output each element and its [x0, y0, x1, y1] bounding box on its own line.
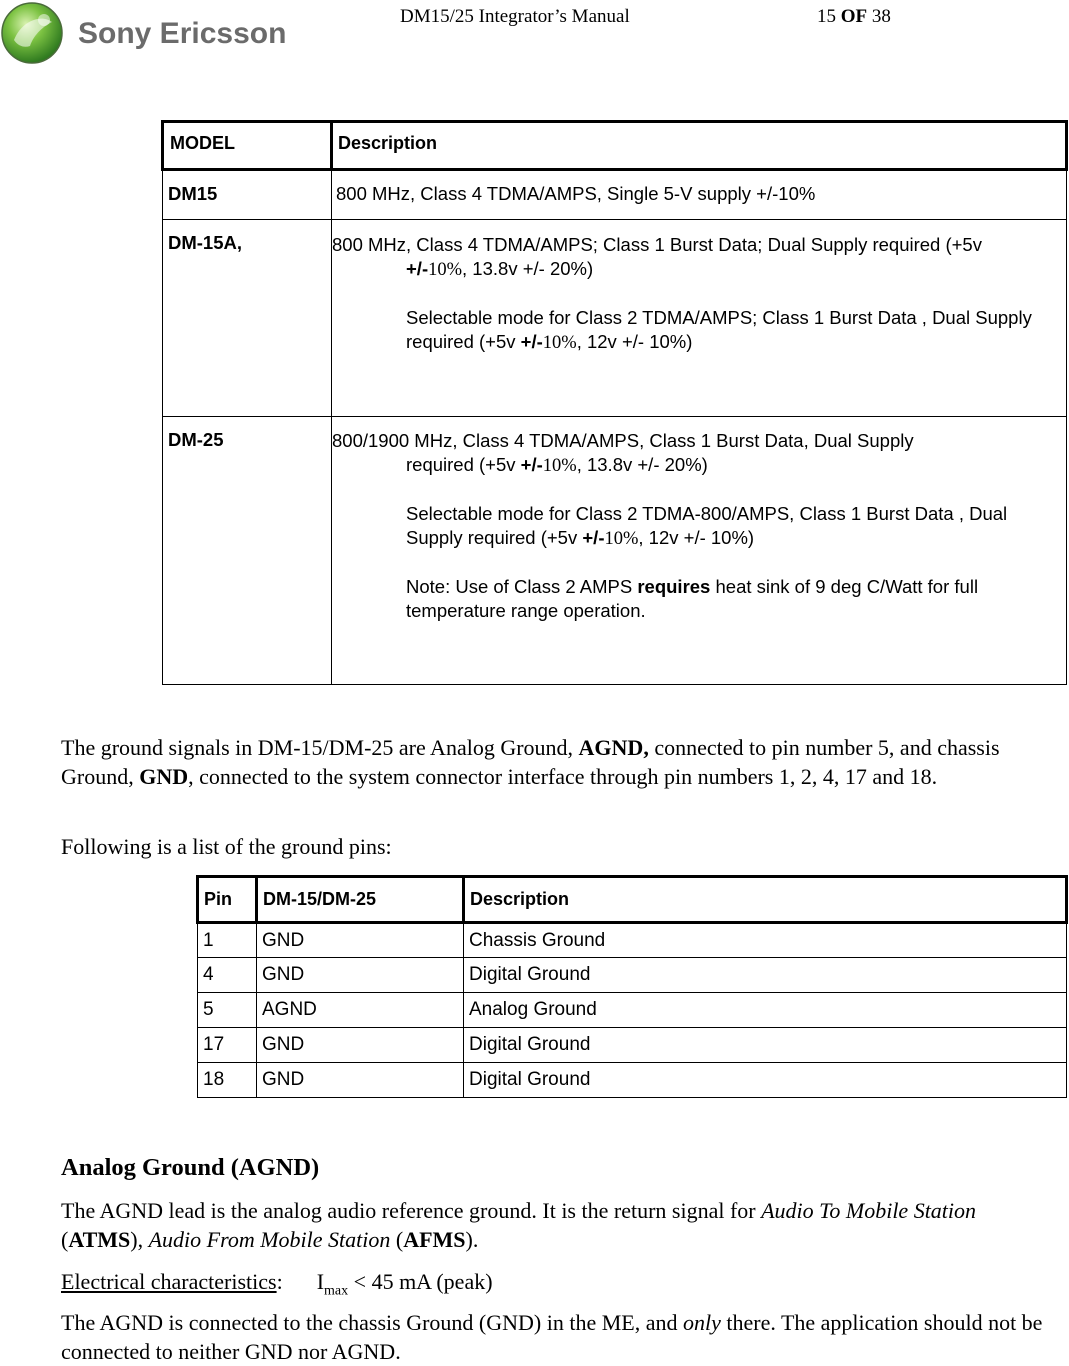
pin-description: Digital Ground: [464, 1028, 1067, 1063]
signal-name: GND: [257, 958, 464, 993]
model-name: DM15: [163, 170, 332, 220]
model-name: DM-15A,: [163, 220, 332, 417]
pin-number: 18: [198, 1063, 257, 1098]
description-col-header: Description: [332, 122, 1067, 170]
pin-number: 5: [198, 993, 257, 1028]
model-description: 800 MHz, Class 4 TDMA/AMPS, Single 5-V supply +/-10%: [332, 170, 1067, 220]
model-description: 800/1900 MHz, Class 4 TDMA/AMPS, Class 1 Burst Data, Dual Supply required (+5v +/-10%, 13.8v +/- 20%) Selectable mode for Class 2 TDMA-800/AMPS, Class 1 Burst Data , Dual Supply required (+5v +/-10%, 12v +/- 10%) Note: Use of Class 2 AMPS requires heat sink of 9 deg C/Watt for full temperature range operation.: [332, 417, 1067, 685]
model-col-header: DM-15/DM-25: [257, 877, 464, 923]
brand-name: Sony Ericsson: [78, 17, 287, 50]
table-row: [198, 958, 1067, 993]
pin-description: Digital Ground: [464, 1063, 1067, 1098]
pin-number: 1: [198, 923, 257, 958]
table-row: [198, 993, 1067, 1028]
ground-signals-paragraph: The ground signals in DM-15/DM-25 are Analog Ground, AGND, connected to pin number 5, and chassis Ground, GND, connected to the system connector interface through pin numbers 1, 2, 4, 17 and 18.: [61, 735, 1000, 789]
ground-pin-table: [196, 875, 1068, 1098]
electrical-characteristics: Electrical characteristics: $I_{max} < 45$ mA (peak): [61, 1269, 493, 1299]
pin-description: Analog Ground: [464, 993, 1067, 1028]
signal-name: GND: [257, 923, 464, 958]
model-name: DM-25: [163, 417, 332, 685]
pin-description: Digital Ground: [464, 958, 1067, 993]
pin-col-header: Pin: [198, 877, 257, 923]
table-row: [163, 170, 1067, 220]
ground-list-intro: Following is a list of the ground pins:: [61, 834, 392, 859]
agnd-connection-paragraph: The AGND is connected to the chassis Ground (GND) in the ME, and only there. The application should not be connected to neither GND nor AGND.: [61, 1310, 1043, 1364]
sony-ericsson-logo: [0, 0, 320, 68]
model-col-header: MODEL: [163, 122, 332, 170]
model-table: [161, 120, 1068, 685]
signal-name: AGND: [257, 993, 464, 1028]
agnd-description-paragraph: The AGND lead is the analog audio reference ground. It is the return signal for Audio To Mobile Station (ATMS), Audio From Mobile Station (AFMS).: [61, 1198, 977, 1252]
pin-description: Chassis Ground: [464, 923, 1067, 958]
table-row: [198, 1063, 1067, 1098]
pin-number: 4: [198, 958, 257, 993]
description-col-header: Description: [464, 877, 1067, 923]
signal-name: GND: [257, 1028, 464, 1063]
page-indicator: 15 OF 38: [817, 6, 891, 27]
table-row: [198, 923, 1067, 958]
pin-number: 17: [198, 1028, 257, 1063]
section-heading-agnd: Analog Ground (AGND): [61, 1154, 320, 1181]
table-row: [163, 417, 1067, 685]
table-row: [198, 1028, 1067, 1063]
document-title: DM15/25 Integrator’s Manual: [400, 6, 630, 27]
table-row: [163, 220, 1067, 417]
model-description: 800 MHz, Class 4 TDMA/AMPS; Class 1 Burst Data; Dual Supply required (+5v +/-10%, 13.8v +/- 20%) Selectable mode for Class 2 TDMA/AMPS; Class 1 Burst Data , Dual Supply required (+5v +/-10%, 12v +/- 10%): [332, 220, 1067, 417]
signal-name: GND: [257, 1063, 464, 1098]
